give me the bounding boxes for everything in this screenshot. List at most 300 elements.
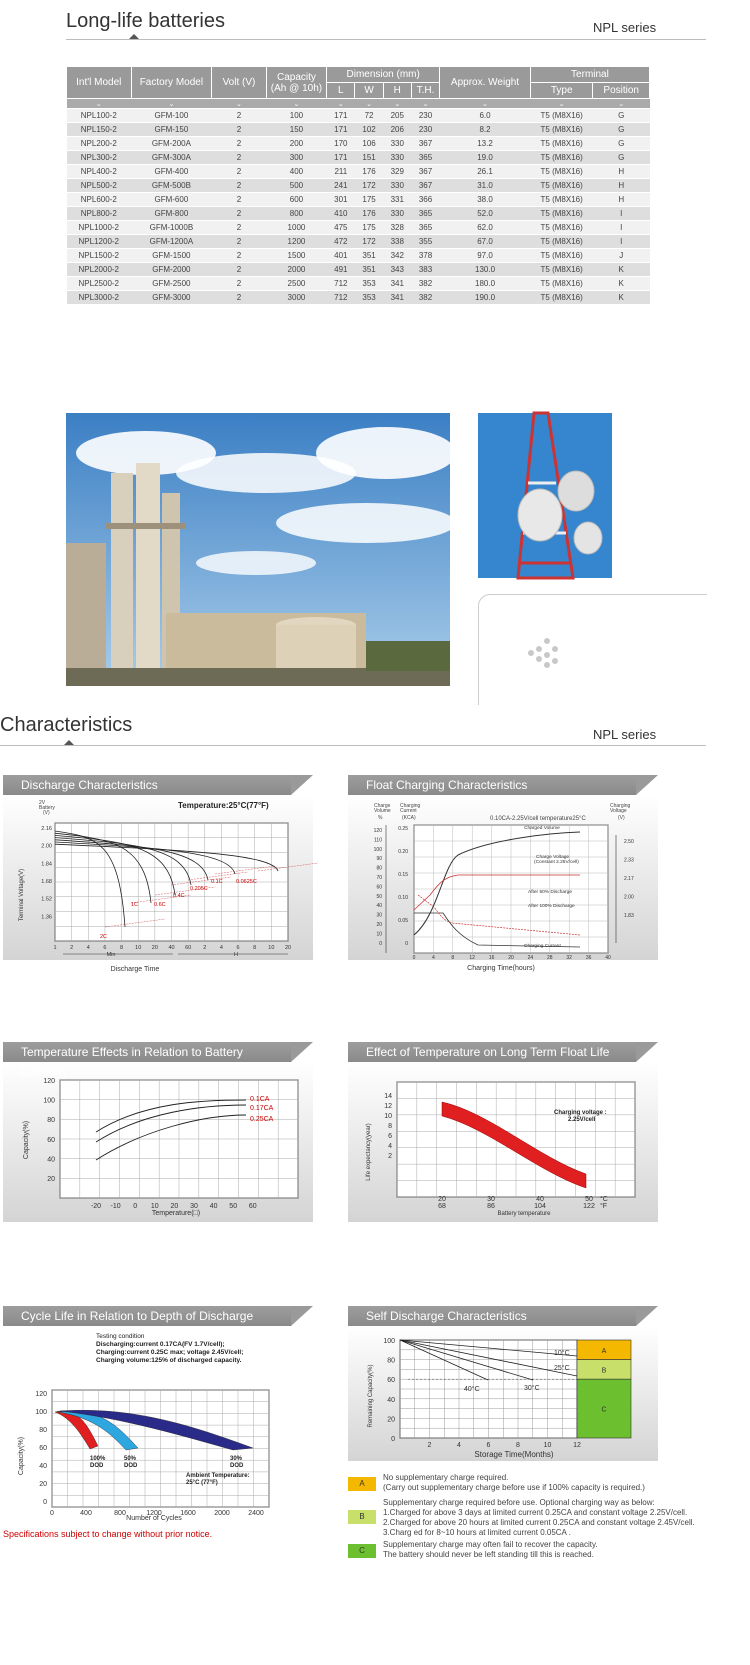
- y-tick: 12: [384, 1103, 392, 1110]
- th-intl: Int'l Model: [67, 67, 132, 99]
- x-tick: 8: [516, 1442, 520, 1449]
- table-cell: 190.0: [440, 291, 531, 305]
- x-tick: 10: [543, 1442, 552, 1449]
- table-cell: 2: [212, 277, 266, 291]
- x-tick: 60: [248, 1203, 257, 1210]
- y-tick: 14: [384, 1093, 392, 1100]
- table-cell: H: [593, 165, 650, 179]
- x-tick-f: 86: [487, 1203, 495, 1210]
- table-cell: 365: [411, 207, 439, 221]
- legend-b-2: 1.Charged for above 3 days at limited current 0.25CA and constant voltage 2.25V/cell.: [383, 1508, 688, 1517]
- vol-tick: 50: [376, 893, 382, 900]
- table-cell: T5 (M8X16): [530, 165, 593, 179]
- table-cell: 2: [212, 291, 266, 305]
- y-axis-label: Capacity(%): [18, 1436, 25, 1476]
- table-cell: 100: [266, 109, 327, 123]
- table-cell: T5 (M8X16): [530, 291, 593, 305]
- table-cell: T5 (M8X16): [530, 137, 593, 151]
- legend-a-1: No supplementary charge required.: [383, 1473, 509, 1482]
- legend-a-2: (Carry out supplementary charge before use if 100% capacity is required.): [383, 1483, 645, 1492]
- table-cell: 205: [383, 109, 411, 123]
- table-cell: NPL3000-2: [67, 291, 132, 305]
- discharge-chart: [41, 823, 318, 958]
- legend-b: [383, 1498, 695, 1538]
- cond-1: Testing condition: [96, 1333, 145, 1340]
- dod100-a: 100%: [90, 1456, 106, 1462]
- table-cell: GFM-300A: [131, 151, 212, 165]
- vol-tick: 70: [376, 875, 382, 881]
- table-cell: 491: [327, 263, 355, 277]
- floatlife-chart: [384, 1082, 635, 1210]
- arrow-row: [67, 99, 650, 109]
- table-cell: GFM-600: [131, 193, 212, 207]
- table-cell: NPL400-2: [67, 165, 132, 179]
- x-tick: 40: [605, 955, 611, 961]
- x-tick: 6: [236, 945, 240, 951]
- table-cell: 151: [355, 151, 383, 165]
- table-cell: 367: [411, 137, 439, 151]
- volt-tick: 2.33: [624, 857, 634, 864]
- th-factory: Factory Model: [131, 67, 212, 99]
- table-cell: GFM-400: [131, 165, 212, 179]
- table-cell: G: [593, 109, 650, 123]
- table-cell: 102: [355, 123, 383, 137]
- legend-badge-b: B: [348, 1510, 376, 1524]
- table-row: [67, 249, 650, 263]
- condition: 0.10CA-2.25V/cell temperature25°C: [490, 816, 586, 822]
- table-cell: 330: [383, 207, 411, 221]
- th-terminal: Terminal: [530, 67, 649, 83]
- table-cell: 172: [355, 235, 383, 249]
- table-cell: G: [593, 137, 650, 151]
- table-cell: 176: [355, 165, 383, 179]
- x-tick: 6: [486, 1442, 491, 1449]
- table-cell: GFM-2000: [131, 263, 212, 277]
- dod30-a: 30%: [230, 1456, 243, 1462]
- table-cell: 301: [327, 193, 355, 207]
- table-cell: T5 (M8X16): [530, 151, 593, 165]
- table-cell: 172: [355, 179, 383, 193]
- curve-label: 0.205C: [190, 886, 208, 892]
- table-cell: 176: [355, 207, 383, 221]
- panel-corner: [636, 775, 658, 795]
- temp-label: 40°C: [464, 1386, 480, 1393]
- y-tick: 120: [35, 1391, 47, 1398]
- table-cell: 200: [266, 137, 327, 151]
- chevron-down-icon: ⌄: [327, 99, 355, 109]
- x-tick: 36: [585, 955, 592, 961]
- vol-tick: 30: [376, 912, 382, 919]
- table-cell: 383: [411, 263, 439, 277]
- y-axis-label: Life expectancy(year): [366, 1123, 372, 1181]
- y-tick: 0: [391, 1436, 395, 1443]
- table-cell: T5 (M8X16): [530, 221, 593, 235]
- x-tick: 0: [412, 955, 416, 961]
- table-cell: 382: [411, 277, 439, 291]
- y-tick: 100: [383, 1338, 395, 1345]
- y-tick: 2.00: [41, 843, 52, 850]
- power-plant-photo: [66, 413, 450, 686]
- table-cell: 38.0: [440, 193, 531, 207]
- th-capacity: [266, 67, 327, 99]
- x-tick-f: 122: [583, 1203, 595, 1210]
- x-tick: 12: [469, 955, 475, 961]
- table-cell: 170: [327, 137, 355, 151]
- h-m3: (KCA): [402, 815, 416, 821]
- legend-badge-a: A: [348, 1477, 376, 1491]
- x-tick: 30: [190, 1203, 198, 1210]
- table-cell: 97.0: [440, 249, 531, 263]
- table-cell: 19.0: [440, 151, 531, 165]
- table-row: [67, 235, 650, 249]
- vol-tick: 110: [374, 837, 382, 844]
- x-tick: 2400: [248, 1510, 264, 1517]
- panel-title: Float Charging Characteristics: [348, 775, 636, 795]
- h-m2: Current: [400, 808, 417, 814]
- table-cell: 106: [355, 137, 383, 151]
- curve-label: (Constant 2.25V/cell): [534, 860, 579, 865]
- curve-label: After 100% Discharge: [528, 904, 575, 909]
- dod30-b: DOD: [230, 1463, 244, 1469]
- table-cell: NPL800-2: [67, 207, 132, 221]
- x-tick: 20: [508, 955, 514, 961]
- x-tick: 28: [547, 955, 553, 961]
- table-cell: 1200: [266, 235, 327, 249]
- x-tick: 20: [284, 945, 292, 951]
- table-cell: 171: [327, 109, 355, 123]
- table-cell: I: [593, 207, 650, 221]
- panel-title: Effect of Temperature on Long Term Float Life: [348, 1042, 636, 1062]
- x-tick-c: 40: [536, 1196, 544, 1203]
- table-cell: 52.0: [440, 207, 531, 221]
- x-tick-c: 50: [585, 1196, 593, 1203]
- table-cell: 410: [327, 207, 355, 221]
- ytop-2: Battery: [39, 805, 55, 811]
- table-cell: K: [593, 291, 650, 305]
- table-cell: GFM-3000: [131, 291, 212, 305]
- y-tick: 100: [35, 1409, 47, 1416]
- th-position: Position: [593, 83, 650, 99]
- temp-label: 25°C: [554, 1365, 570, 1372]
- y-tick: 1.36: [41, 914, 52, 921]
- note-2: 2.25V/cell: [568, 1117, 596, 1123]
- table-cell: GFM-1200A: [131, 235, 212, 249]
- table-cell: 241: [327, 179, 355, 193]
- table-cell: 2: [212, 151, 266, 165]
- y-tick: 100: [43, 1097, 55, 1105]
- table-cell: T5 (M8X16): [530, 193, 593, 207]
- table-cell: 3000: [266, 291, 327, 305]
- x-tick: 400: [80, 1510, 92, 1517]
- y-tick: 0: [43, 1499, 47, 1506]
- table-cell: NPL100-2: [67, 109, 132, 123]
- x-tick: 20: [151, 945, 158, 951]
- y-tick: 40: [47, 1156, 55, 1164]
- table-cell: 401: [327, 249, 355, 263]
- table-cell: H: [593, 193, 650, 207]
- table-cell: 338: [383, 235, 411, 249]
- y-tick: 60: [47, 1136, 55, 1144]
- th-L: L: [327, 83, 355, 99]
- panel-selfdis: [348, 1306, 658, 1461]
- table-cell: GFM-500B: [131, 179, 212, 193]
- table-cell: 6.0: [440, 109, 531, 123]
- table-cell: 2: [212, 179, 266, 193]
- y-tick: 40: [39, 1463, 47, 1470]
- dod50-a: 50%: [124, 1456, 137, 1462]
- table-cell: 2: [212, 249, 266, 263]
- x-unit-h: H: [234, 952, 238, 958]
- table-cell: 331: [383, 193, 411, 207]
- x-tick: 60: [185, 945, 192, 951]
- x-tick: 8: [120, 945, 124, 951]
- curve-label: After 50% Discharge: [528, 890, 572, 895]
- y-tick: 20: [47, 1176, 55, 1183]
- table-row: [67, 179, 650, 193]
- th-volt: Volt (V): [212, 67, 266, 99]
- x-tick: 2000: [214, 1510, 230, 1517]
- x-tick: 4: [457, 1442, 461, 1449]
- cur-tick: 0.15: [398, 872, 408, 878]
- ytop-3: (V): [43, 810, 50, 816]
- x-tick: 2: [70, 945, 74, 951]
- table-cell: G: [593, 151, 650, 165]
- table-cell: NPL200-2: [67, 137, 132, 151]
- table-cell: 367: [411, 179, 439, 193]
- x-tick: 1200: [146, 1510, 162, 1517]
- y-tick: 80: [387, 1357, 395, 1365]
- y-tick: 2.16: [41, 826, 52, 832]
- temp-label: 10°C: [554, 1350, 570, 1357]
- panel-discharge: [3, 775, 313, 973]
- table-cell: 2: [212, 193, 266, 207]
- table-cell: 2: [212, 263, 266, 277]
- table-cell: T5 (M8X16): [530, 123, 593, 137]
- table-row: [67, 291, 650, 305]
- th-dimension: Dimension (mm): [327, 67, 440, 83]
- cond-2: Discharging:current 0.17CA(FV 1.7V/cell);: [96, 1341, 225, 1348]
- x-tick: 8: [451, 955, 455, 961]
- table-cell: T5 (M8X16): [530, 277, 593, 291]
- x-axis-label: Charging Time(hours): [467, 965, 535, 972]
- chevron-down-icon: ⌄: [383, 99, 411, 109]
- panel-float: [348, 775, 658, 972]
- table-cell: 150: [266, 123, 327, 137]
- th-capacity-1: Capacity: [276, 71, 316, 83]
- cond-4: Charging volume:125% of discharged capacity.: [96, 1357, 242, 1364]
- table-row: [67, 263, 650, 277]
- x-tick: 0: [50, 1510, 54, 1517]
- table-cell: 180.0: [440, 277, 531, 291]
- table-cell: 13.2: [440, 137, 531, 151]
- table-cell: 1000: [266, 221, 327, 235]
- x-tick: 32: [566, 955, 572, 961]
- dod50-b: DOD: [124, 1463, 138, 1469]
- table-cell: GFM-200A: [131, 137, 212, 151]
- table-cell: GFM-150: [131, 123, 212, 137]
- x-tick: -10: [110, 1203, 121, 1210]
- table-cell: 366: [411, 193, 439, 207]
- y-tick: 2: [388, 1153, 392, 1160]
- table-cell: 2: [212, 109, 266, 123]
- x-tick: 2: [427, 1442, 432, 1449]
- table-cell: 367: [411, 165, 439, 179]
- table-cell: GFM-2500: [131, 277, 212, 291]
- selfdis-chart: [383, 1338, 631, 1449]
- table-cell: 351: [355, 263, 383, 277]
- x-tick: 10: [268, 945, 275, 951]
- table-cell: 31.0: [440, 179, 531, 193]
- cur-tick: 0.10: [398, 895, 408, 901]
- y-tick: 1.84: [41, 861, 52, 868]
- x-tick: 800: [114, 1510, 126, 1517]
- x-tick: 16: [488, 955, 495, 961]
- th-type: Type: [530, 83, 593, 99]
- h-l3: %: [378, 815, 383, 821]
- table-cell: 500: [266, 179, 327, 193]
- panel-title: Temperature Effects in Relation to Battery: [3, 1042, 291, 1062]
- table-cell: 171: [327, 123, 355, 137]
- table-cell: 2: [212, 221, 266, 235]
- h-r3: (V): [618, 815, 625, 821]
- table-cell: 330: [383, 179, 411, 193]
- vol-tick: 60: [376, 884, 382, 891]
- y-tick: 80: [47, 1117, 55, 1125]
- header-divider: [66, 39, 706, 40]
- float-chart: [374, 825, 634, 961]
- unit-c: °C: [600, 1196, 608, 1203]
- th-TH: T.H.: [411, 83, 439, 99]
- table-cell: 8.2: [440, 123, 531, 137]
- x-axis-label: Number of Cycles: [126, 1515, 182, 1522]
- table-row: [67, 109, 650, 123]
- vol-tick: 40: [376, 903, 382, 910]
- table-cell: G: [593, 123, 650, 137]
- table-cell: 341: [383, 291, 411, 305]
- table-cell: K: [593, 277, 650, 291]
- decorative-box: [478, 594, 707, 705]
- spec-table: [66, 66, 650, 305]
- legend-a: [383, 1473, 645, 1493]
- cur-tick: 0: [405, 941, 408, 947]
- y-tick: 60: [387, 1377, 395, 1385]
- legend-c-2: The battery should never be left standing till this is reached.: [383, 1550, 594, 1559]
- volt-tick: 2.50: [624, 839, 634, 845]
- note-1: Charging voltage :: [554, 1110, 607, 1116]
- table-cell: 67.0: [440, 235, 531, 249]
- chevron-down-icon: ⌄: [440, 99, 531, 109]
- table-cell: 62.0: [440, 221, 531, 235]
- chevron-down-icon: ⌄: [266, 99, 327, 109]
- curve-label: Charging Current: [524, 944, 561, 949]
- cycle-chart: [35, 1390, 269, 1517]
- series-label: 0.25CA: [250, 1116, 274, 1123]
- panel-cycle: [3, 1306, 313, 1521]
- table-cell: 2: [212, 235, 266, 249]
- table-row: [67, 221, 650, 235]
- legend-b-1: Supplementary charge required before use. Optional charging way as below:: [383, 1498, 655, 1507]
- x-tick: 4: [432, 955, 435, 961]
- th-weight: Approx. Weight: [440, 67, 531, 99]
- table-cell: NPL150-2: [67, 123, 132, 137]
- y-tick: 4: [388, 1143, 392, 1150]
- panel-corner: [636, 1042, 658, 1062]
- vol-tick: 0: [379, 940, 382, 947]
- ytop-1: 2V: [39, 800, 46, 806]
- table-cell: GFM-100: [131, 109, 212, 123]
- table-cell: 328: [383, 221, 411, 235]
- table-cell: 353: [355, 291, 383, 305]
- legend-c: [383, 1540, 598, 1560]
- table-cell: 211: [327, 165, 355, 179]
- cond-3: Charging:current 0.25C max; voltage 2.45V/cell;: [96, 1349, 244, 1356]
- dots-icon: [527, 635, 567, 674]
- panel-corner: [636, 1306, 658, 1326]
- chevron-down-icon: ⌄: [355, 99, 383, 109]
- table-cell: NPL500-2: [67, 179, 132, 193]
- zone-label: B: [601, 1367, 607, 1375]
- volt-tick: 1.83: [624, 913, 634, 919]
- panel-tempcap: [3, 1042, 313, 1222]
- y-axis-label: Terminal Voltage(V): [19, 868, 25, 922]
- table-row: [67, 151, 650, 165]
- table-cell: NPL1200-2: [67, 235, 132, 249]
- vol-tick: 120: [373, 828, 382, 834]
- temp-label: 30°C: [524, 1385, 540, 1392]
- curve-label: 0.6C: [154, 902, 166, 908]
- table-cell: 365: [411, 151, 439, 165]
- table-cell: T5 (M8X16): [530, 109, 593, 123]
- curve-label: Charged Volume: [524, 826, 560, 831]
- table-cell: 230: [411, 123, 439, 137]
- x-tick: 8: [253, 945, 257, 951]
- table-cell: 206: [383, 123, 411, 137]
- x-tick: 40: [209, 1203, 218, 1210]
- y-tick: 1.52: [41, 896, 52, 903]
- y-tick: 40: [387, 1396, 395, 1404]
- table-cell: 175: [355, 221, 383, 235]
- table-cell: 800: [266, 207, 327, 221]
- table-cell: 355: [411, 235, 439, 249]
- table-cell: GFM-1000B: [131, 221, 212, 235]
- x-tick-f: 104: [534, 1203, 546, 1210]
- series-label: 0.17CA: [250, 1105, 274, 1112]
- volt-tick: 2.00: [624, 894, 634, 901]
- h-m1: Charging: [400, 803, 421, 809]
- header-notch: [129, 34, 139, 39]
- x-tick: 40: [168, 945, 175, 951]
- y-axis-label: Capacity(%): [23, 1120, 30, 1160]
- table-cell: 351: [355, 249, 383, 263]
- chevron-down-icon: ⌄: [131, 99, 212, 109]
- table-cell: GFM-800: [131, 207, 212, 221]
- table-cell: 341: [383, 277, 411, 291]
- table-cell: NPL600-2: [67, 193, 132, 207]
- x-tick: 2: [203, 945, 207, 951]
- h-r2: Voltage: [610, 808, 627, 814]
- table-cell: 72: [355, 109, 383, 123]
- footer-note: Specifications subject to change without prior notice.: [3, 1529, 213, 1539]
- table-cell: 382: [411, 291, 439, 305]
- table-cell: 353: [355, 277, 383, 291]
- x-tick: 6: [103, 945, 107, 951]
- table-row: [67, 165, 650, 179]
- table-cell: T5 (M8X16): [530, 207, 593, 221]
- volt-tick: 2.17: [624, 876, 634, 882]
- table-cell: 2: [212, 137, 266, 151]
- cur-tick: 0.25: [398, 826, 408, 832]
- y-tick: 80: [39, 1427, 47, 1434]
